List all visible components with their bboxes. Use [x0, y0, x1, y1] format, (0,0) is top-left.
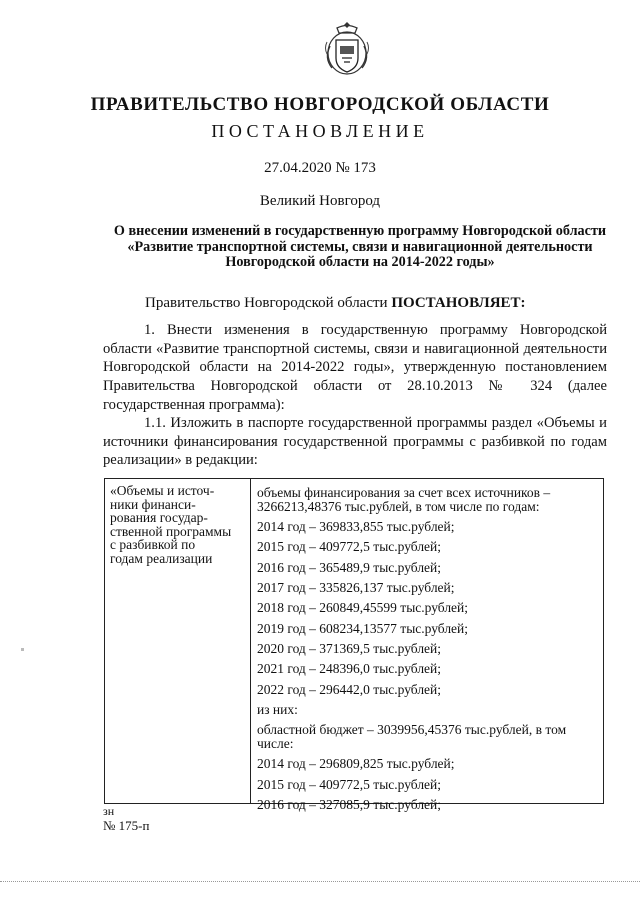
- date-and-number: 27.04.2020 № 173: [264, 160, 376, 176]
- paragraph-1-1: 1.1. Изложить в паспорте государственной программы раздел «Объемы и источники финансирования государственной программы с разбивкой по годам реализации» в редакции:: [103, 415, 607, 469]
- year-row: 2018 год – 260849,45599 тыс.рублей;: [257, 600, 469, 616]
- government-title: ПРАВИТЕЛЬСТВО НОВГОРОДСКОЙ ОБЛАСТИ: [90, 94, 550, 115]
- footer-number: № 175-п: [103, 818, 150, 833]
- document-subject: О внесении изменений в государственную программу Новгородской области «Развитие транспортной системы, связи и навигационной деятельности Новгородской области на 2014-2022 годы»: [113, 223, 607, 270]
- table-column-divider: [250, 479, 251, 803]
- left-cell-line: рования государ-: [110, 510, 208, 526]
- regional-year-row: 2014 год – 296809,825 тыс.рублей;: [257, 756, 455, 772]
- footer-code: зн: [103, 804, 115, 818]
- year-row: 2017 год – 335826,137 тыс.рублей;: [257, 580, 455, 596]
- left-cell-line: «Объемы и источ-: [110, 483, 215, 498]
- coat-of-arms-emblem: [322, 20, 372, 78]
- left-cell-line: с разбивкой по: [110, 537, 196, 553]
- year-row: 2022 год – 296442,0 тыс.рублей;: [257, 681, 442, 697]
- left-cell-line: годам реализации: [110, 550, 213, 566]
- year-row: 2014 год – 369833,855 тыс.рублей;: [257, 519, 455, 535]
- left-cell-line: ственной программы: [110, 523, 232, 539]
- paragraph-1: 1. Внести изменения в государственную программу Новгородской области «Развитие транспортной системы, связи и навигационной деятельности Новгородской области на 2014-2022 годы», утвержденную постановлением Правительства Новгородской области от 28.10.2013 № 324 (далее государственная программа):: [103, 322, 607, 413]
- table-right-cell: [257, 486, 601, 815]
- of-them-label: из них:: [257, 701, 298, 717]
- table-left-cell: [110, 484, 246, 566]
- city: Великий Новгород: [259, 193, 381, 209]
- year-row: 2020 год – 371369,5 тыс.рублей;: [257, 640, 442, 656]
- regional-budget: областной бюджет – 3039956,45376 тыс.рублей, в том числе:: [257, 722, 567, 751]
- year-row: 2021 год – 248396,0 тыс.рублей;: [257, 661, 442, 677]
- year-row: 2015 год – 409772,5 тыс.рублей;: [257, 539, 442, 555]
- regional-year-row: 2016 год – 327085,9 тыс.рублей;: [257, 796, 442, 812]
- left-cell-line: ники финанси-: [110, 496, 196, 512]
- scan-edge-line: [0, 881, 640, 882]
- scan-artifact: [21, 648, 24, 651]
- resolves-prefix: Правительство Новгородской области: [145, 295, 392, 311]
- document-type: ПОСТАНОВЛЕНИЕ: [211, 121, 429, 141]
- regional-year-row: 2015 год – 409772,5 тыс.рублей;: [257, 776, 442, 792]
- year-row: 2016 год – 365489,9 тыс.рублей;: [257, 559, 442, 575]
- total-financing: объемы финансирования за счет всех источников – 3266213,48376 тыс.рублей, в том числе по годам:: [257, 485, 551, 514]
- year-row: 2019 год – 608234,13577 тыс.рублей;: [257, 620, 469, 636]
- financing-table: [104, 478, 604, 812]
- resolves-line: [145, 295, 526, 312]
- resolves-word: ПОСТАНОВЛЯЕТ:: [391, 295, 526, 311]
